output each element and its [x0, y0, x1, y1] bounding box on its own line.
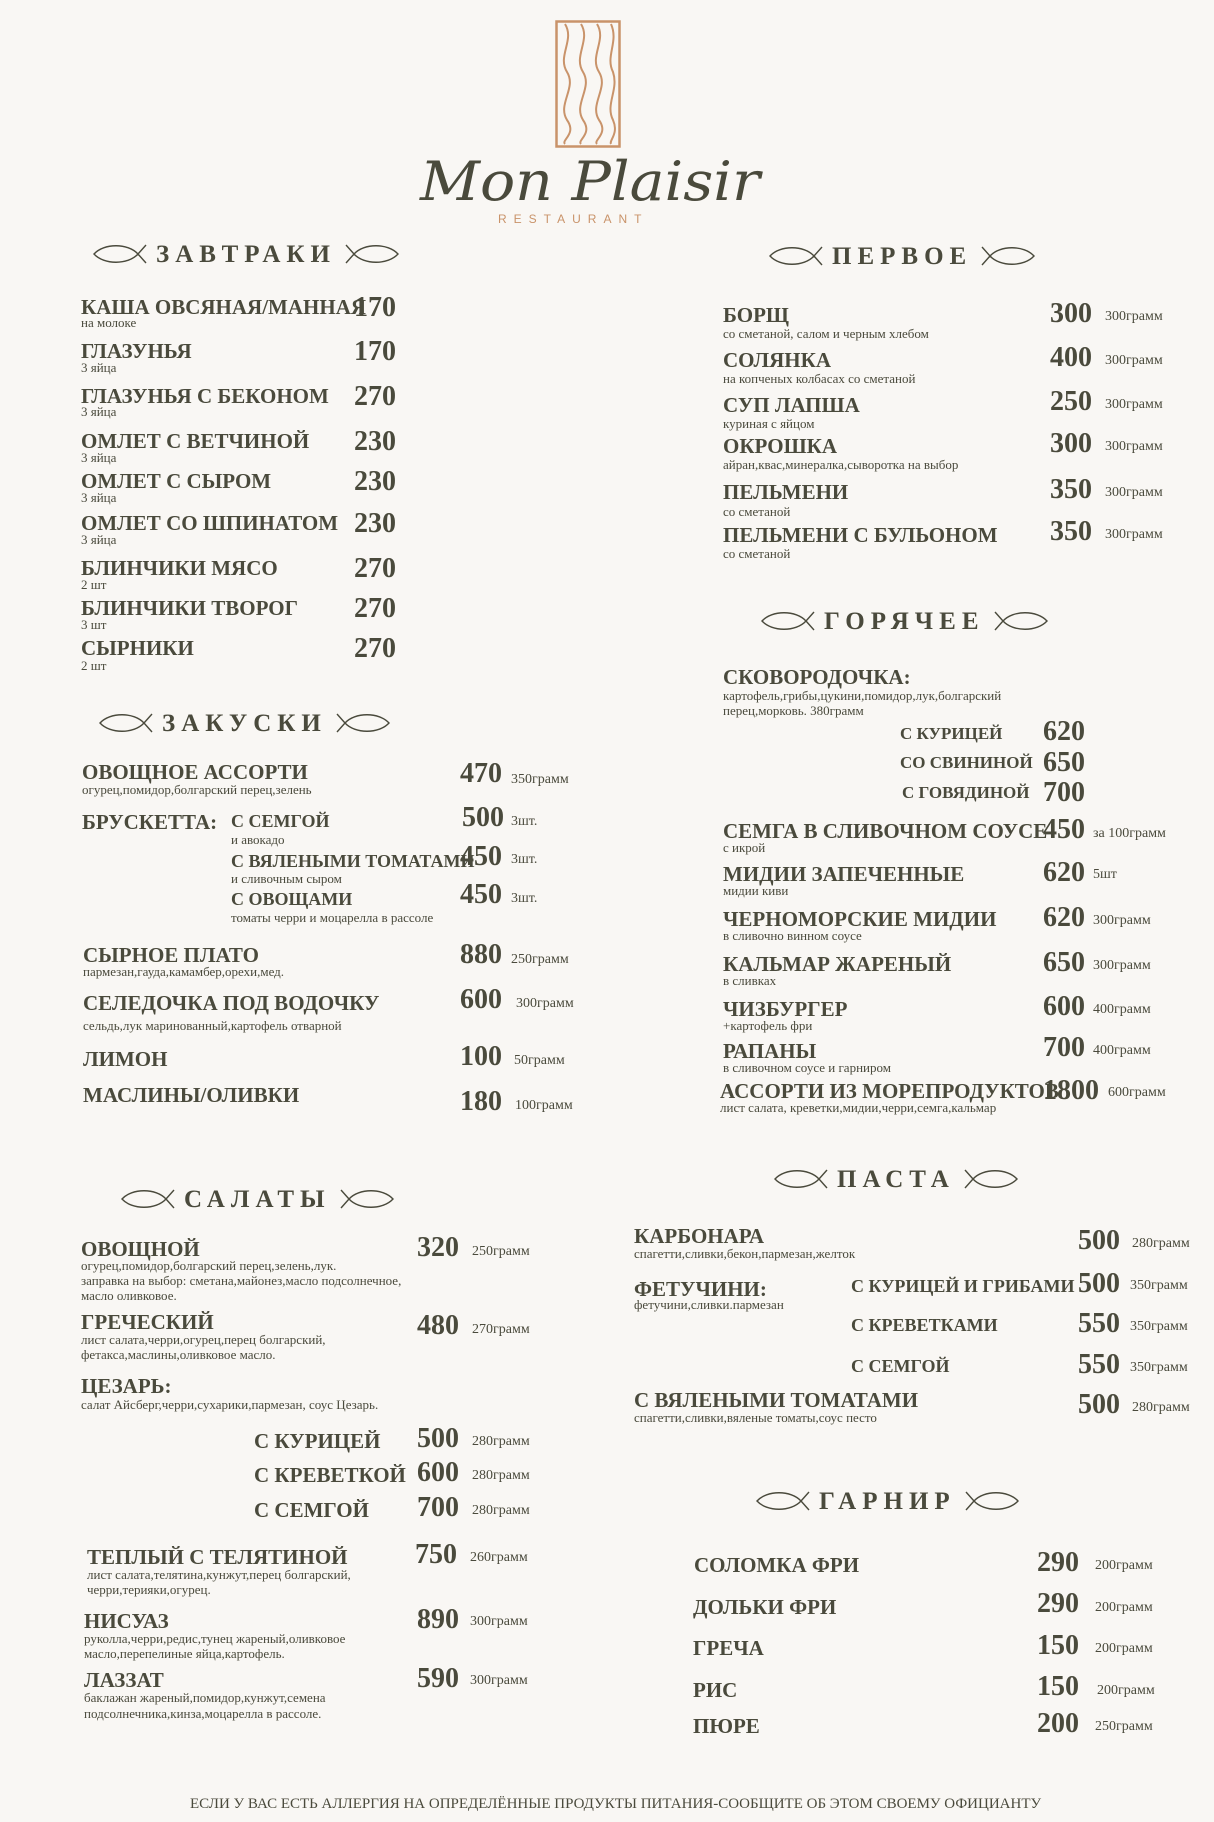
first-item-unit: 300грамм — [1105, 353, 1163, 368]
garnish-item-unit: 200грамм — [1095, 1641, 1153, 1656]
breakfast-item-name: КАША ОВСЯНАЯ/МАННАЯ — [81, 295, 367, 319]
first-item-price: 300 — [1050, 428, 1092, 459]
salad-item-name: НИСУАЗ — [84, 1609, 169, 1633]
hot-item-name: АССОРТИ ИЗ МОРЕПРОДУКТОВ — [720, 1079, 1059, 1103]
section-title-first: ПЕРВОЕ — [832, 242, 973, 270]
garnish-item-price: 290 — [1037, 1547, 1079, 1578]
salad-item-name: ТЕПЛЫЙ С ТЕЛЯТИНОЙ — [87, 1545, 348, 1569]
first-item-name: СОЛЯНКА — [723, 348, 831, 372]
first-item-unit: 300грамм — [1105, 309, 1163, 324]
first-item-unit: 300грамм — [1105, 527, 1163, 542]
salad-item-unit: 260грамм — [470, 1550, 528, 1565]
pasta-item-name: С КУРИЦЕЙ И ГРИБАМИ — [851, 1276, 1075, 1296]
snack-item-name: СЫРНОЕ ПЛАТО — [83, 943, 259, 967]
snack-item-desc: огурец,помидор,болгарский перец,зелень — [82, 782, 312, 797]
snack-item-price: 450 — [460, 879, 502, 910]
breakfast-item-price: 230 — [354, 466, 396, 497]
breakfast-item-name: БЛИНЧИКИ ТВОРОГ — [81, 596, 298, 620]
first-item-desc: на копченых колбасах со сметаной — [723, 371, 916, 386]
snack-item-price: 470 — [460, 758, 502, 789]
breakfast-item-desc: 3 яйца — [81, 360, 117, 375]
salad-item-desc: заправка на выбор: сметана,майонез,масло подсолнечное, — [81, 1273, 402, 1288]
hot-item-price: 620 — [1043, 716, 1085, 747]
snack-item-price: 500 — [462, 802, 504, 833]
fish-ornament-icon — [98, 709, 154, 737]
snack-item-desc: сельдь,лук маринованный,картофель отварной — [83, 1018, 342, 1033]
first-item-name: СУП ЛАПША — [723, 393, 860, 417]
hot-item-name: СКОВОРОДОЧКА: — [723, 665, 911, 689]
salad-item-name: ЛАЗЗАТ — [84, 1668, 164, 1692]
brand-subtitle: RESTAURANT — [498, 212, 649, 226]
snack-item-unit: 3шт. — [511, 814, 538, 829]
pasta-item-unit: 350грамм — [1130, 1360, 1188, 1375]
snack-item-unit: 3шт. — [511, 852, 538, 867]
garnish-item-price: 290 — [1037, 1588, 1079, 1619]
first-item-unit: 300грамм — [1105, 485, 1163, 500]
salad-item-desc: огурец,помидор,болгарский перец,зелень,лук. — [81, 1258, 337, 1273]
salad-item-price: 480 — [417, 1310, 459, 1341]
salad-item-name: С КРЕВЕТКОЙ — [254, 1463, 406, 1487]
snack-item-unit: 250грамм — [511, 952, 569, 967]
snack-item-price: 180 — [460, 1086, 502, 1117]
section-header-salads — [120, 1185, 395, 1213]
hot-item-price: 450 — [1043, 814, 1085, 845]
first-item-unit: 300грамм — [1105, 397, 1163, 412]
pasta-item-name: С СЕМГОЙ — [851, 1356, 950, 1376]
garnish-item-name: ГРЕЧА — [693, 1636, 764, 1660]
salad-item-desc: масло оливковое. — [81, 1288, 177, 1303]
first-item-price: 250 — [1050, 386, 1092, 417]
salad-item-unit: 280грамм — [472, 1434, 530, 1449]
snack-item-name: С СЕМГОЙ — [231, 811, 330, 831]
salad-item-price: 700 — [417, 1492, 459, 1523]
salad-item-desc: лист салата,черри,огурец,перец болгарский, — [81, 1332, 326, 1347]
breakfast-item-desc: на молоке — [81, 315, 137, 330]
breakfast-item-desc: 3 яйца — [81, 490, 117, 505]
first-item-name: ПЕЛЬМЕНИ С БУЛЬОНОМ — [723, 523, 998, 547]
hot-item-unit: за 100грамм — [1093, 826, 1166, 841]
pasta-item-unit: 280грамм — [1132, 1236, 1190, 1251]
hot-item-desc: перец,морковь. 380грамм — [723, 703, 864, 718]
snack-item-name: С ВЯЛЕНЫМИ ТОМАТАМИ — [231, 851, 475, 871]
first-item-desc: со сметаной — [723, 546, 791, 561]
pasta-item-price: 500 — [1078, 1268, 1120, 1299]
section-header-snacks — [98, 709, 391, 737]
salad-item-desc: баклажан жареный,помидор,кунжут,семена — [84, 1690, 326, 1705]
fish-ornament-icon — [760, 607, 816, 635]
section-header-pasta — [773, 1165, 1019, 1193]
section-title-garnish: ГАРНИР — [819, 1487, 956, 1515]
hot-item-desc: мидии киви — [723, 883, 789, 898]
garnish-item-unit: 200грамм — [1097, 1683, 1155, 1698]
fish-ornament-icon — [963, 1165, 1019, 1193]
snack-item-unit: 350грамм — [511, 772, 569, 787]
section-title-salads: САЛАТЫ — [184, 1185, 331, 1213]
hot-item-price: 620 — [1043, 902, 1085, 933]
pasta-item-price: 550 — [1078, 1308, 1120, 1339]
hot-item-price: 600 — [1043, 991, 1085, 1022]
pasta-item-unit: 280грамм — [1132, 1400, 1190, 1415]
pasta-item-price: 550 — [1078, 1349, 1120, 1380]
garnish-item-unit: 250грамм — [1095, 1719, 1153, 1734]
salad-item-unit: 300грамм — [470, 1673, 528, 1688]
section-title-pasta: ПАСТА — [837, 1165, 955, 1193]
fish-ornament-icon — [92, 240, 148, 268]
hot-item-name: РАПАНЫ — [723, 1039, 817, 1063]
fish-ornament-icon — [120, 1185, 176, 1213]
salad-item-price: 890 — [417, 1604, 459, 1635]
salad-item-name: ОВОЩНОЙ — [81, 1237, 200, 1261]
salad-item-desc: лист салата,телятина,кунжут,перец болгарский, — [87, 1567, 351, 1582]
first-item-price: 350 — [1050, 516, 1092, 547]
hot-item-name: СО СВИНИНОЙ — [900, 753, 1033, 772]
salad-item-name: ЦЕЗАРЬ: — [81, 1374, 172, 1398]
breakfast-item-name: ОМЛЕТ С СЫРОМ — [81, 469, 272, 493]
hot-item-unit: 5шт — [1093, 867, 1117, 882]
salad-item-desc: фетакса,маслины,оливковое масло. — [81, 1347, 276, 1362]
first-item-name: ПЕЛЬМЕНИ — [723, 480, 849, 504]
salad-item-name: С КУРИЦЕЙ — [254, 1429, 381, 1453]
svg-text:Mon Plaisir: Mon Plaisir — [418, 150, 764, 213]
first-item-desc: со сметаной — [723, 504, 791, 519]
fish-ornament-icon — [773, 1165, 829, 1193]
fish-ornament-icon — [335, 709, 391, 737]
breakfast-item-price: 270 — [354, 553, 396, 584]
hot-item-price: 700 — [1043, 777, 1085, 808]
section-header-hot — [760, 607, 1049, 635]
section-title-snacks: ЗАКУСКИ — [162, 709, 327, 737]
salad-item-price: 750 — [415, 1539, 457, 1570]
breakfast-item-name: СЫРНИКИ — [81, 636, 194, 660]
fish-ornament-icon — [768, 242, 824, 270]
breakfast-item-price: 230 — [354, 508, 396, 539]
first-item-price: 300 — [1050, 298, 1092, 329]
pasta-item-price: 500 — [1078, 1389, 1120, 1420]
pasta-item-name: КАРБОНАРА — [634, 1224, 765, 1248]
breakfast-item-desc: 3 яйца — [81, 404, 117, 419]
breakfast-item-name: ОМЛЕТ С ВЕТЧИНОЙ — [81, 429, 310, 453]
hot-item-name: С КУРИЦЕЙ — [900, 724, 1003, 743]
hot-item-name: ЧЕРНОМОРСКИЕ МИДИИ — [723, 907, 997, 931]
snack-item-name: БРУСКЕТТА: — [82, 810, 218, 834]
breakfast-item-price: 270 — [354, 633, 396, 664]
snack-item-price: 880 — [460, 939, 502, 970]
hot-item-price: 650 — [1043, 947, 1085, 978]
breakfast-item-desc: 2 шт — [81, 577, 107, 592]
garnish-item-unit: 200грамм — [1095, 1558, 1153, 1573]
fish-ornament-icon — [755, 1487, 811, 1515]
pasta-item-desc: фетучини,сливки.пармезан — [634, 1297, 784, 1312]
first-item-price: 400 — [1050, 342, 1092, 373]
snack-item-price: 450 — [460, 841, 502, 872]
snack-item-name: ЛИМОН — [83, 1047, 168, 1071]
hot-item-unit: 300грамм — [1093, 913, 1151, 928]
snack-item-unit: 100грамм — [515, 1098, 573, 1113]
snack-item-price: 600 — [460, 984, 502, 1015]
salad-item-name: ГРЕЧЕСКИЙ — [81, 1310, 214, 1334]
snack-item-name: СЕЛЕДОЧКА ПОД ВОДОЧКУ — [83, 991, 380, 1015]
garnish-item-name: СОЛОМКА ФРИ — [694, 1553, 860, 1577]
breakfast-item-desc: 3 яйца — [81, 450, 117, 465]
hot-item-price: 700 — [1043, 1032, 1085, 1063]
pasta-item-price: 500 — [1078, 1225, 1120, 1256]
snack-item-name: ОВОЩНОЕ АССОРТИ — [82, 760, 308, 784]
salad-item-unit: 300грамм — [470, 1614, 528, 1629]
salad-item-desc: масло,перепелиные яйца,картофель. — [84, 1646, 285, 1661]
breakfast-item-price: 170 — [354, 292, 396, 323]
breakfast-item-name: ГЛАЗУНЬЯ С БЕКОНОМ — [81, 384, 329, 408]
garnish-item-price: 200 — [1037, 1708, 1079, 1739]
hot-item-unit: 600грамм — [1108, 1085, 1166, 1100]
garnish-item-name: ДОЛЬКИ ФРИ — [693, 1595, 837, 1619]
pasta-item-desc: спагетти,сливки,бекон,пармезан,желток — [634, 1246, 856, 1261]
pasta-item-name: С КРЕВЕТКАМИ — [851, 1315, 998, 1335]
brand-script-name — [410, 148, 780, 218]
pasta-item-name: ФЕТУЧИНИ: — [634, 1277, 767, 1301]
salad-item-unit: 280грамм — [472, 1468, 530, 1483]
hot-item-name: МИДИИ ЗАПЕЧЕННЫЕ — [723, 862, 965, 886]
pasta-item-unit: 350грамм — [1130, 1278, 1188, 1293]
snack-item-unit: 50грамм — [514, 1053, 565, 1068]
pasta-item-name: С ВЯЛЕНЫМИ ТОМАТАМИ — [634, 1388, 919, 1412]
hot-item-desc: в сливках — [723, 973, 777, 988]
salad-item-desc: подсолнечника,кинза,моцарелла в рассоле. — [84, 1706, 322, 1721]
breakfast-item-price: 270 — [354, 381, 396, 412]
allergy-notice: ЕСЛИ У ВАС ЕСТЬ АЛЛЕРГИЯ НА ОПРЕДЕЛЁННЫЕ ПРОДУКТЫ ПИТАНИЯ-СООБЩИТЕ ОБ ЭТОМ СВОЕМУ ОФИЦИАНТУ — [190, 1796, 1042, 1812]
fish-ornament-icon — [339, 1185, 395, 1213]
garnish-item-price: 150 — [1037, 1671, 1079, 1702]
garnish-item-unit: 200грамм — [1095, 1600, 1153, 1615]
hot-item-desc: в сливочном соусе и гарниром — [723, 1060, 891, 1075]
hot-item-price: 620 — [1043, 857, 1085, 888]
hot-item-desc: с икрой — [723, 840, 766, 855]
breakfast-item-price: 270 — [354, 593, 396, 624]
hot-item-desc: лист салата, креветки,мидии,черри,семга,кальмар — [720, 1100, 997, 1115]
first-item-name: БОРЩ — [723, 303, 789, 327]
salad-item-price: 500 — [417, 1423, 459, 1454]
first-item-unit: 300грамм — [1105, 439, 1163, 454]
breakfast-item-desc: 3 шт — [81, 617, 107, 632]
garnish-item-name: РИС — [693, 1678, 738, 1702]
snack-item-desc: и авокадо — [231, 832, 285, 847]
salad-item-unit: 270грамм — [472, 1322, 530, 1337]
salad-item-desc: салат Айсберг,черри,сухарики,пармезан, соус Цезарь. — [81, 1397, 379, 1412]
snack-item-name: С ОВОЩАМИ — [231, 889, 353, 909]
hot-item-name: ЧИЗБУРГЕР — [723, 997, 848, 1021]
section-title-breakfast: ЗАВТРАКИ — [156, 240, 336, 268]
breakfast-item-price: 170 — [354, 336, 396, 367]
hot-item-desc: картофель,грибы,цукини,помидор,лук,болгарский — [723, 688, 1002, 703]
first-item-desc: айран,квас,минералка,сыворотка на выбор — [723, 457, 959, 472]
first-item-price: 350 — [1050, 474, 1092, 505]
section-title-hot: ГОРЯЧЕЕ — [824, 607, 985, 635]
fish-ornament-icon — [344, 240, 400, 268]
hot-item-desc: +картофель фри — [723, 1018, 813, 1033]
snack-item-desc: томаты черри и моцарелла в рассоле — [231, 910, 434, 925]
pasta-item-desc: спагетти,сливки,вяленые томаты,соус песто — [634, 1410, 877, 1425]
hot-item-name: СЕМГА В СЛИВОЧНОМ СОУСЕ — [723, 819, 1048, 843]
first-item-name: ОКРОШКА — [723, 434, 838, 458]
section-header-garnish — [755, 1487, 1020, 1515]
garnish-item-name: ПЮРЕ — [693, 1714, 760, 1738]
pasta-item-unit: 350грамм — [1130, 1319, 1188, 1334]
snack-item-name: МАСЛИНЫ/ОЛИВКИ — [83, 1083, 300, 1107]
section-header-first — [768, 242, 1036, 270]
first-item-desc: со сметаной, салом и черным хлебом — [723, 326, 929, 341]
breakfast-item-desc: 2 шт — [81, 658, 107, 673]
hot-item-unit: 300грамм — [1093, 958, 1151, 973]
snack-item-unit: 300грамм — [516, 996, 574, 1011]
breakfast-item-desc: 3 яйца — [81, 532, 117, 547]
hot-item-name: КАЛЬМАР ЖАРЕНЫЙ — [723, 952, 952, 976]
first-item-desc: куриная с яйцом — [723, 416, 815, 431]
breakfast-item-name: БЛИНЧИКИ МЯСО — [81, 556, 278, 580]
garnish-item-price: 150 — [1037, 1630, 1079, 1661]
fish-ornament-icon — [980, 242, 1036, 270]
salad-item-name: С СЕМГОЙ — [254, 1498, 369, 1522]
logo-emblem-icon — [555, 20, 621, 148]
breakfast-item-name: ОМЛЕТ СО ШПИНАТОМ — [81, 511, 339, 535]
hot-item-name: С ГОВЯДИНОЙ — [902, 783, 1030, 802]
hot-item-desc: в сливочно винном соусе — [723, 928, 862, 943]
hot-item-unit: 400грамм — [1093, 1043, 1151, 1058]
hot-item-price: 650 — [1043, 747, 1085, 778]
hot-item-price: 1800 — [1043, 1075, 1099, 1106]
snack-item-desc: и сливочным сыром — [231, 871, 342, 886]
salad-item-desc: руколла,черри,редис,тунец жареный,оливковое — [84, 1631, 346, 1646]
fish-ornament-icon — [964, 1487, 1020, 1515]
breakfast-item-name: ГЛАЗУНЬЯ — [81, 339, 192, 363]
fish-ornament-icon — [993, 607, 1049, 635]
salad-item-price: 600 — [417, 1457, 459, 1488]
snack-item-unit: 3шт. — [511, 891, 538, 906]
hot-item-unit: 400грамм — [1093, 1002, 1151, 1017]
salad-item-price: 320 — [417, 1232, 459, 1263]
salad-item-unit: 250грамм — [472, 1244, 530, 1259]
section-header-breakfast — [92, 240, 400, 268]
salad-item-price: 590 — [417, 1663, 459, 1694]
salad-item-unit: 280грамм — [472, 1503, 530, 1518]
salad-item-desc: черри,терияки,огурец. — [87, 1582, 211, 1597]
breakfast-item-price: 230 — [354, 426, 396, 457]
snack-item-price: 100 — [460, 1041, 502, 1072]
snack-item-desc: пармезан,гауда,камамбер,орехи,мед. — [83, 964, 285, 979]
